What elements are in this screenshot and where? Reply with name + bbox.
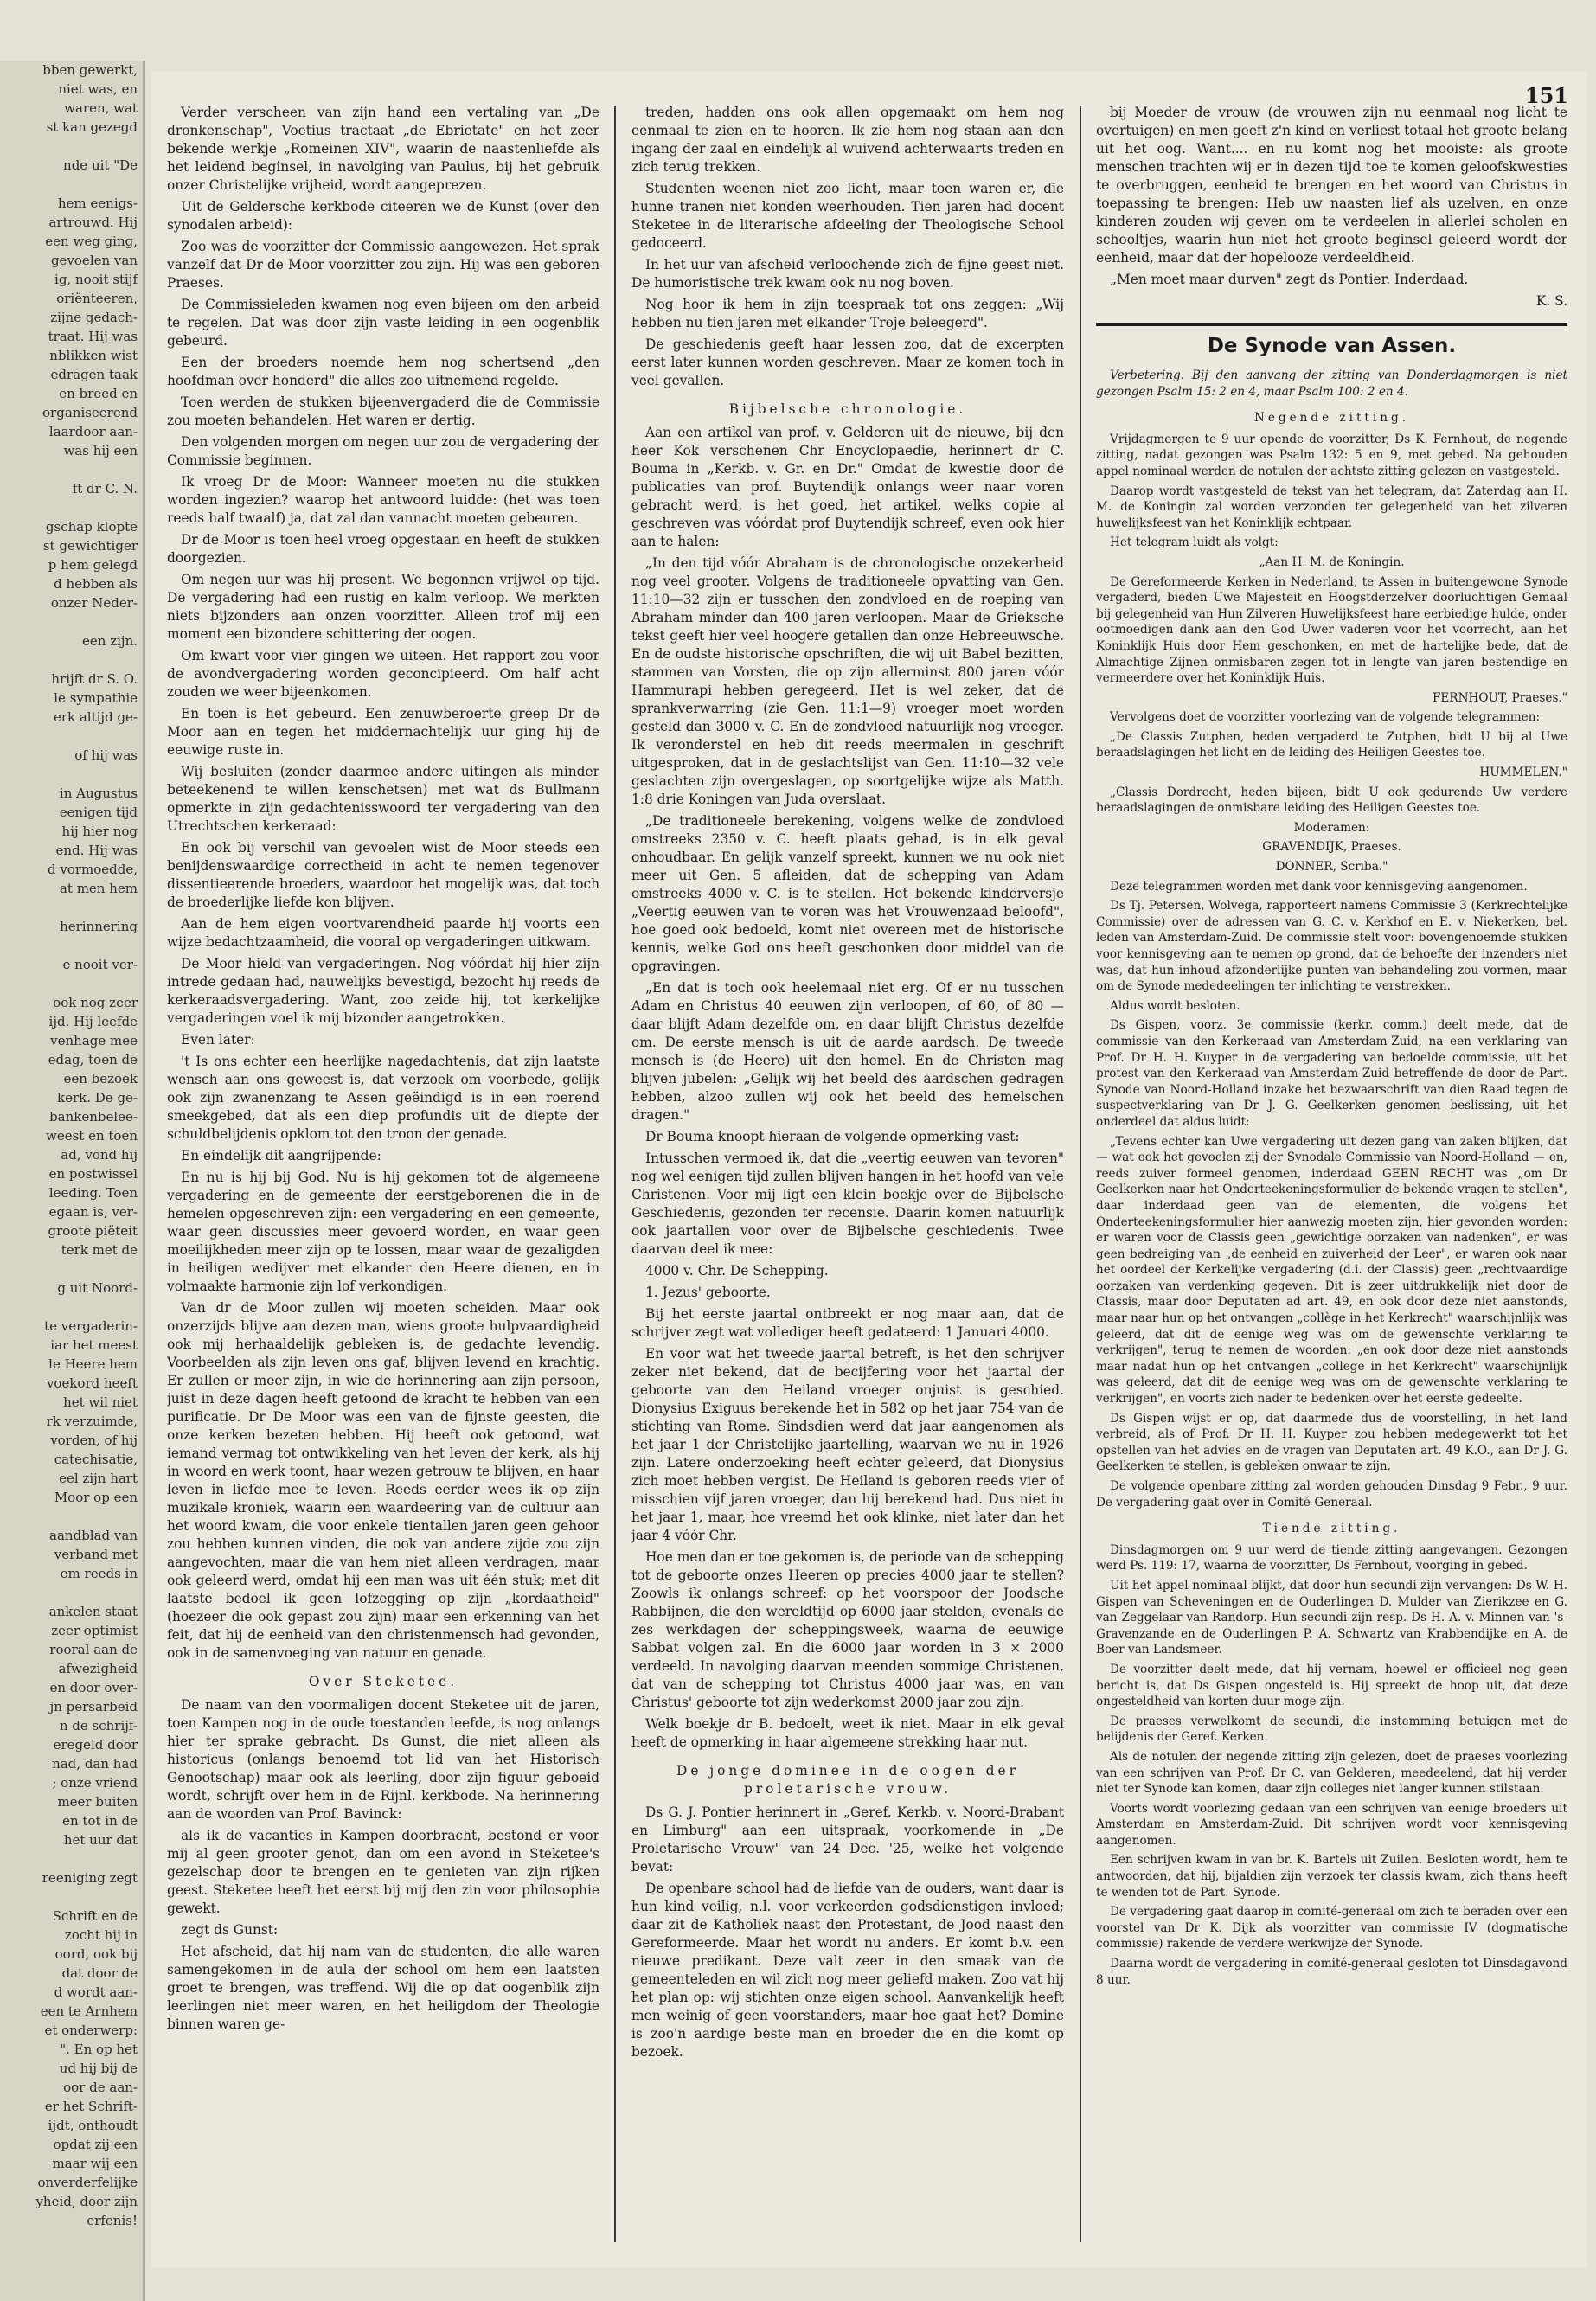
left-page-fragment: iar het meest	[50, 1337, 138, 1353]
left-page-fragment	[0, 727, 143, 746]
left-page-fragment: een weg ging,	[45, 234, 138, 249]
column-1	[167, 104, 599, 2249]
paragraph: De Moor hield van vergaderingen. Nog vóórdat hij hier zijn intrede gedaan had, nauwelijks bevestigd, bezocht hij reeds de kerkeraadsvergadering. Want, zoo zeide hij, tot kerkelijke vergaderingen voel ik mij bizonder aangetrokken.	[167, 956, 599, 1026]
paragraph: bij Moeder de vrouw (de vrouwen zijn nu eenmaal nog licht te overtuigen) en men geeft z'n kind en verliest totaal het groote belang uit het oog. Want.... en nu komt nog het mooiste: als groote menschen trachten wij er in dezen tijd toe te komen geloofskwesties te overbruggen, eenheid te brengen en het woord van Christus in toepassing te brengen: Heb uw naasten lief als uzelven, en onze kinderen zouden wij geven om te verdeelen in allerlei scholen en schooltjes, waarin hun niet het groote beginsel geleerd wordt der eenheid, maar dat der hopelooze verdeeldheid.	[1096, 105, 1567, 266]
newspaper-page	[151, 71, 1587, 2268]
left-page-fragment: het uur dat	[63, 1832, 138, 1848]
paragraph: De Gereformeerde Kerken in Nederland, te Assen in buitengewone Synode vergaderd, bieden Uwe Majesteit en Hoogstderzelver doorluchtigen Gemaal bij gelegenheid van Hun Zilveren Huwelijksfeest hare eerbiedige hulde, onder ootmoedigen dank aan den God Uwer vaderen voor het voorrecht, aan het Koninklijk Huis door Hem geschonken, en met de hartelijke bede, dat de Almachtige Zijnen onmisbaren zegen tot in lengte van jaren bestendige en vermeerdere over het Koninklijk Huis.	[1096, 574, 1567, 686]
paragraph: Een der broeders noemde hem nog schertsend „den hoofdman over honderd" die alles zoo uitnemend regelde.	[167, 355, 599, 388]
left-page-fragment: at men hem	[59, 881, 138, 896]
left-page-fragment	[0, 974, 143, 993]
left-page-fragment: leeding. Toen	[48, 1185, 138, 1201]
paragraph: zegt ds Gunst:	[181, 1922, 279, 1938]
left-page-fragment: ig, nooit stijf	[54, 272, 138, 287]
left-page-fragment: p hem gelegd	[48, 557, 138, 573]
left-page-fragment: groote piëteit	[48, 1223, 138, 1239]
paragraph: De geschiedenis geeft haar lessen zoo, dat de excerpten eerst later kunnen worden geschreven. Maar ze komen toch in veel gevallen.	[631, 336, 1064, 388]
paragraph: „Classis Dordrecht, heden bijeen, bidt U ook gedurende Uw verdere beraadslagingen de onmisbare leiding des Heiligen Geestes toe.	[1096, 785, 1567, 816]
paragraph: Een schrijven kwam in van br. K. Bartels uit Zuilen. Besloten wordt, hem te antwoorden, dat hij, bijaldien zijn verzoek ter classis kwam, zich thans heeft te wenden tot de Part. Synode.	[1096, 1853, 1567, 1900]
left-page-fragment	[0, 498, 143, 517]
left-page-fragment: venhage mee	[50, 1033, 138, 1048]
paragraph: Hoe men dan er toe gekomen is, de periode van de schepping tot de geboorte onzes Heeren op precies 4000 jaar te stellen? Zoowls ik onlangs schreef: op het voorspoor der Joodsche Rabbijnen, die den wereldtijd op 6000 jaar stelden, evenals de zes werkdagen der scheppingsweek, waarna de eeuwige Sabbat volgen zal. En die 6000 jaar worden in 3 × 2000 verdeeld. In navolging daarvan meenden sommige Christenen, dat van de schepping tot Christus 4000 jaar was, en van Christus' geboorte tot zijn wederkomst 2000 jaar zou zijn.	[631, 1549, 1064, 1710]
paragraph: „En dat is toch ook heelemaal niet erg. Of er nu tusschen Adam en Christus 40 eeuwen zijn verloopen, of 60, of 80 — daar blijft Adam dezelfde om, en daar blijft Christus dezelfde om. De eerste mensch is uit de aarde aardsch. De tweede mensch is (de Heere) uit den hemel. En de Christen mag blijven jubelen: „Gelijk wij het beeld des aardschen gedragen hebben, alzoo zullen wij ook het beeld des hemelschen dragen."	[631, 980, 1064, 1123]
section-heading: De jonge dominee in de oogen der proletarische vrouw.	[676, 1763, 1019, 1797]
left-page-fragment: gschap klopte	[45, 519, 138, 535]
left-page-fragment: een bezoek	[63, 1071, 138, 1086]
left-page-fragment: egaan is, ver-	[48, 1204, 138, 1220]
page-number: 151	[1524, 83, 1568, 108]
paragraph: Zoo was de voorzitter der Commissie aangewezen. Het sprak vanzelf dat Dr de Moor voorzitter zou zijn. Hij was een geboren Praeses.	[167, 239, 599, 291]
column-3	[1096, 104, 1567, 2249]
left-page-fragment: reeniging zegt	[42, 1870, 138, 1886]
paragraph: Ds Gispen, voorz. 3e commissie (kerkr. comm.) deelt mede, dat de commissie van den Kerkeraad van Amsterdam-Zuid, na een verklaring van Prof. Dr H. H. Kuyper in de vergadering van bedoelde commissie, uit het protest van den Kerkeraad van Amsterdam-Zuid betreffende de door de Part. Synode van Noord-Holland inzake het bezwaarschrift van dien Raad tegen de suspectverklaring van Dr J. G. Geelkerken genomen beslissing, uit het onderdeel dat aldus luidt:	[1096, 1018, 1567, 1129]
paragraph: In het uur van afscheid verloochende zich de fijne geest niet. De humoristische trek kwam ook nu nog boven.	[631, 257, 1064, 291]
paragraph: En voor wat het tweede jaartal betreft, is het den schrijver zeker niet bekend, dat de becijfering voor het jaartal der geboorte van den Heiland vroeger onjuist is geschied. Dionysius Exiguus berekende het in 582 op het jaar 754 van de stichting van Rome. Sindsdien werd dat jaar aangenomen als het jaar 1 der Christelijke jaartelling, waarvan we nu in 1926 zijn. Latere onderzoeking heeft echter geleerd, dat Dionysius zich moet hebben vergist. De Heiland is geboren reeds vier of misschien vijf jaren vroeger, dan hij berekend had. Dus niet in het jaar 1, maar, hoe vreemd het ook klinke, niet later dan het jaar 4 vóór Chr.	[631, 1346, 1064, 1543]
left-page-fragment: zocht hij in	[64, 1927, 138, 1943]
paragraph: De voorzitter deelt mede, dat hij vernam, hoewel er officieel nog geen bericht is, dat Ds Gispen ongesteld is. Hij spreekt de hoop uit, dat deze ongesteldheid van korten duur moge zijn.	[1096, 1662, 1567, 1709]
left-page-fragment: erk altijd ge-	[53, 709, 138, 725]
left-page-fragment: zijne gedach-	[50, 310, 138, 325]
left-page-fragment: ". En op het	[60, 2041, 138, 2057]
left-page-fragment: yheid, door zijn	[35, 2194, 138, 2209]
paragraph: Om negen uur was hij present. We begonnen vrijwel op tijd. De vergadering had een rustig en kalm verloop. We merkten niets bijzonders aan onzen voorzitter. Alleen trof mij een moment een bizondere schittering der oogen.	[167, 572, 599, 642]
left-page-fragment: g uit Noord-	[57, 1280, 138, 1296]
left-page-fragment: e nooit ver-	[62, 957, 138, 972]
left-page-fragment: le sympathie	[54, 690, 138, 706]
left-page-fragment: edragen taak	[50, 367, 138, 382]
telegram-address: „Aan H. M. de Koningin.	[1259, 554, 1405, 569]
left-page-fragment: een te Arnhem	[40, 2003, 138, 2019]
left-page-fragment: et onderwerp:	[44, 2022, 138, 2038]
paragraph: En nu is hij bij God. Nu is hij gekomen tot de algemeene vergadering en de gemeente der eerstgeborenen die in de hemelen opgeschreven zijn: een vergadering en een gemeente, waar geen discussies meer gevoerd worden, en waar geen moeilijkheden meer zijn op te lossen, maar waar de gezaligden in heiligen wedijver met elkander den Heere dienen, en in volmaakte harmonie zijn lof verkondigen.	[167, 1170, 599, 1294]
paragraph: Even later:	[181, 1032, 255, 1048]
left-page-fragment: d hebben als	[54, 576, 138, 592]
section-rule	[1096, 323, 1567, 326]
left-page-fragment: eregeld door	[53, 1737, 138, 1753]
left-page-fragment: en door over-	[49, 1680, 138, 1695]
left-page-fragment: ft dr C. N.	[72, 481, 138, 497]
left-page-fragment	[0, 1849, 143, 1868]
left-page-fragment: onverderfelijke	[37, 2175, 138, 2190]
left-page-fragment: catechisatie,	[54, 1452, 138, 1467]
left-page-fragment: onzer Neder-	[50, 595, 138, 611]
paragraph: Studenten weenen niet zoo licht, maar toen waren er, die hunne tranen niet konden weerhouden. Tien jaren had docent Steketee in de literarische afdeeling der Theologische School gedoceerd.	[631, 181, 1064, 251]
paragraph: Als de notulen der negende zitting zijn gelezen, doet de praeses voorlezing van een schrijven van Prof. Dr C. van Gelderen, meedeelend, dat hij verder niet ter Synode kan komen, daar zijn colleges niet langer kunnen stilstaan.	[1096, 1749, 1567, 1797]
paragraph: Intusschen vermoed ik, dat die „veertig eeuwen van tevoren" nog wel eenigen tijd zullen blijven hangen in het hoofd van vele Christenen. Voor mij ligt een klein boekje over de Bijbelsche Geschiedenis, gezonden ter recensie. Daarin komen natuurlijk ook jaartallen voor over de Bijbelsche geschiedenis. Twee daarvan deel ik mee:	[631, 1150, 1064, 1257]
left-page-fragment	[0, 1298, 143, 1317]
paragraph: als ik de vacanties in Kampen doorbracht, bestond er voor mij al geen grooter genot, dan om een avond in Steketee's gezelschap door te brengen en te genieten van zijn rijken geest. Steketee heeft het eerst bij mij den zin voor philosophie gewekt.	[167, 1828, 599, 1916]
left-page-fragment: hij hier nog	[61, 824, 138, 839]
left-page-fragment: em reeds in	[60, 1566, 138, 1581]
left-page-fragment: ijd. Hij leefde	[48, 1014, 138, 1029]
paragraph: Ik vroeg Dr de Moor: Wanneer moeten nu die stukken worden ingezien? waarop het antwoord luidde: (het was toen reeds half twaalf) ja, dat zal dan vannacht moeten gebeuren.	[167, 474, 599, 526]
left-page-fragment: en tot in de	[62, 1813, 138, 1829]
left-page-fragment: ook nog zeer	[53, 995, 138, 1010]
left-page-fragment: rooral aan de	[49, 1642, 138, 1657]
paragraph: De openbare school had de liefde van de ouders, want daar is hun kind veilig, n.l. voor verkeerden godsdienstigen invloed; daar zit de Katholiek naast den Protestant, de Jood naast den Gereformeerde. Maar het wordt nu anders. Er komt b.v. een nieuwe predikant. Deze valt zeer in den smaak van de gemeenteleden en wil zich nog meer geliefd maken. Zoo vat hij het plan op: wij stichten onze eigen school. Aanvankelijk heeft men weinig of geen voorstanders, maar hoe gaat het? Domine is zoo'n aardige beste man en broeder die en die komt op bezoek.	[631, 1881, 1064, 2060]
paragraph: De vergadering gaat daarop in comité-generaal om zich te beraden over een voorstel van Dr K. Dijk als voorzitter van commissie IV (dogmatische commissie) rakende de verdere werkwijze der Synode.	[1096, 1905, 1567, 1952]
paragraph: Uit de Geldersche kerkbode citeeren we de Kunst (over den synodalen arbeid):	[167, 199, 599, 233]
left-page-edge	[0, 61, 145, 2301]
left-page-fragment	[0, 612, 143, 631]
left-page-fragment: opdat zij een	[53, 2137, 138, 2152]
left-page-fragment: nad, dan had	[52, 1756, 138, 1772]
left-page-fragment: oriënteeren,	[56, 291, 138, 306]
paragraph: „De Classis Zutphen, heden vergaderd te Zutphen, bidt U bij al Uwe beraadslagingen het licht en de leiding des Heiligen Geestes toe.	[1096, 729, 1567, 760]
left-page-fragment: st kan gezegd	[46, 119, 138, 135]
left-page-fragment: hem eenigs-	[57, 195, 138, 211]
left-page-fragment	[0, 1583, 143, 1602]
paragraph: Het afscheid, dat hij nam van de studenten, die alle waren samengekomen in de aula der school om hem een laatsten groet te brengen, was treffend. Wij die op dat oogenblik zijn leerlingen niet meer waren, en het heiligdom der Theologie binnen waren ge-	[167, 1944, 599, 2032]
left-page-fragment: en breed en	[59, 386, 138, 401]
left-page-fragment: le Heere hem	[48, 1356, 138, 1372]
signature-line: DONNER, Scriba."	[1275, 860, 1388, 875]
left-page-fragment: ad, vond hij	[61, 1147, 138, 1163]
left-page-fragment: ankelen staat	[48, 1604, 138, 1619]
paragraph: Daarna wordt de vergadering in comité-generaal gesloten tot Dinsdagavond 8 uur.	[1096, 1957, 1567, 1987]
column-2	[631, 104, 1064, 2249]
left-page-fragment: weest en toen	[46, 1128, 138, 1144]
left-page-fragment: te vergaderin-	[44, 1318, 138, 1334]
left-page-fragment: oord, ook bij	[54, 1946, 138, 1962]
left-page-fragment: in Augustus	[59, 785, 138, 801]
paragraph: Uit het appel nominaal blijkt, dat door hun secundi zijn vervangen: Ds W. H. Gispen van Scheveningen en de Ouderlingen D. Mulder van Zierikzee en G. van Zeggelaar van Randorp. Hun secundi zijn resp. Ds H. A. v. Minnen van 's-Gravenzande en de Ouderlingen P. A. Schwartz van Krabbendijke en A. de Boer van Landsmeer.	[1096, 1578, 1567, 1657]
left-page-fragment: ijdt, onthoudt	[48, 2118, 138, 2133]
paragraph: Vervolgens doet de voorzitter voorlezing van de volgende telegrammen:	[1110, 710, 1541, 725]
left-page-fragment: laardoor aan-	[48, 424, 138, 439]
left-page-fragment: voekord heeft	[46, 1375, 138, 1391]
paragraph: Dinsdagmorgen om 9 uur werd de tiende zitting aangevangen. Gezongen werd Ps. 119: 17, waarna de voorzitter, Ds Fernhout, voorging in gebed.	[1096, 1542, 1567, 1574]
paragraph: En eindelijk dit aangrijpende:	[181, 1148, 381, 1163]
paragraph: En toen is het gebeurd. Een zenuwberoerte greep Dr de Moor aan en tegen het middernachtelijk uur ging hij de eeuwige ruste in.	[167, 706, 599, 758]
left-page-fragment: nde uit "De	[63, 157, 138, 173]
paragraph: Aan de hem eigen voortvarendheid paarde hij voorts een wijze bedachtzaamheid, die vooral op vergaderingen uitkwam.	[167, 916, 599, 950]
paragraph: Ds Tj. Petersen, Wolvega, rapporteert namens Commissie 3 (Kerkrechtelijke Commissie) over de adressen van G. C. v. Kerkhof en E. v. Niekerken, bel. leden van Amsterdam-Zuid. De commissie stelt voor: bovengenoemde stukken voor kennisgeving aan te nemen op grond, dat de behoefte der inzenders niet was, dat hun inhoud afzonderlijke punten van behandeling zou vormen, maar om de Synode mededeelingen ter inlichting te verstrekken.	[1096, 899, 1567, 994]
left-page-fragment: traat. Hij was	[48, 329, 138, 344]
paragraph: En ook bij verschil van gevoelen wist de Moor steeds een benijdenswaardige correctheid in acht te nemen tegenover dissentieerende broeders, waardoor het mogelijk was, dat toch de broederlijke liefde kon blijven.	[167, 840, 599, 910]
left-page-fragment: en postwissel	[48, 1166, 138, 1182]
paragraph: Dr de Moor is toen heel vroeg opgestaan en heeft de stukken doorgezien.	[167, 532, 599, 566]
paragraph: Dr Bouma knoopt hieraan de volgende opmerking vast:	[645, 1129, 1020, 1144]
paragraph: Daarop wordt vastgesteld de tekst van het telegram, dat Zaterdag aan H. M. de Koningin zal worden verzonden ter gelegenheid van het zilveren huwelijksfeest van het Koninklijk echtpaar.	[1096, 484, 1567, 530]
paragraph: Van dr de Moor zullen wij moeten scheiden. Maar ook onzerzijds blijve aan dezen man, wiens groote hulpvaardigheid ook mij herhaaldelijk gebleken is, de gedachte levendig. Voorbeelden als zijn leven ons gaf, blijven levend en krachtig. Er zullen er meer zijn, in wie de herinnering aan zijn persoon, juist in deze dagen heeft getoond de kracht te hebben van een purificatie. Dr De Moor was een van de fijnste geesten, die onze kerken bezeten hebben. Hij heeft ook getoond, wat iemand vermag tot ontwikkeling van het leven der kerk, als hij in woord en werk toont, haar wezen getrouw te blijven, en haar leven in liefde mee te leven. Reeds eerder wees ik op zijn muzikale kroniek, waarin een waardeering van de cultuur aan het woord kwam, die voor enkele tientallen jaren geen gehoor zou hebben kunnen vinden, die ook van andere zijde zou zijn aangevochten, maar die van hem niet alleen verdragen, maar ook geleerd werd, omdat hij een man was uit één stuk; met dit laatste bedoel ik geen lofzegging op zijn „kordaatheid" (hoezeer die ook gepast zou zijn) maar een erkenning van het feit, dat hij de eenheid van den christenmensch had gevonden, ook in de samenvoeging van natuur en genade.	[167, 1300, 599, 1661]
left-page-fragment: end. Hij was	[55, 843, 138, 858]
left-page-fragment: waren, wat	[64, 100, 138, 116]
left-page-fragment: zeer optimist	[51, 1623, 138, 1638]
left-page-fragment: hrijft dr S. O.	[51, 671, 138, 687]
paragraph: Welk boekje dr B. bedoelt, weet ik niet. Maar in elk geval heeft de opmerking in haar algemeene strekking haar nut.	[631, 1716, 1064, 1750]
left-page-fragment: of hij was	[74, 747, 138, 763]
left-page-fragment: terk met de	[61, 1242, 138, 1258]
left-page-fragment: bben gewerkt,	[42, 62, 138, 78]
left-page-fragment	[0, 936, 143, 955]
left-page-fragment: herinnering	[60, 919, 138, 934]
left-page-fragment: er het Schrift-	[44, 2099, 138, 2114]
article-title: De Synode van Assen.	[1207, 335, 1457, 357]
left-page-fragment: organiseerend	[42, 405, 138, 420]
paragraph: Bij het eerste jaartal ontbreekt er nog maar aan, dat de schrijver zegt wat vollediger heeft gedateerd: 1 Januari 4000.	[631, 1306, 1064, 1340]
left-page-fragment	[0, 1259, 143, 1279]
left-page-fragment: het wil niet	[63, 1394, 138, 1410]
left-page-fragment: artrouwd. Hij	[48, 215, 138, 230]
section-heading: Negende zitting.	[1253, 411, 1410, 426]
left-page-fragment	[0, 765, 143, 784]
paragraph: Ds G. J. Pontier herinnert in „Geref. Kerkb. v. Noord-Brabant en Limburg" aan een uitspraak, voorkomende in „De Proletarische Vrouw" van 24 Dec. '25, welke het volgende bevat:	[631, 1804, 1064, 1875]
left-page-fragment: dat door de	[61, 1965, 138, 1981]
left-page-fragment	[0, 651, 143, 670]
paragraph: 1. Jezus' geboorte.	[645, 1285, 771, 1300]
left-page-fragment: maar wij een	[52, 2156, 138, 2171]
paragraph: Nog hoor ik hem in zijn toespraak tot ons zeggen: „Wij hebben nu tien jaren met elkander Troje beleegerd".	[631, 297, 1064, 330]
left-page-fragment: edag, toen de	[48, 1052, 138, 1067]
paragraph: Voorts wordt voorlezing gedaan van een schrijven van eenige broeders uit Amsterdam en Amsterdam-Zuid. Dit schrijven wordt voor kennisgeving aangenomen.	[1096, 1801, 1567, 1848]
left-page-fragment	[0, 898, 143, 917]
left-page-fragment: afwezigheid	[58, 1661, 138, 1676]
left-page-fragment: jn persarbeid	[49, 1699, 138, 1715]
author-signature: K. S.	[1535, 293, 1567, 309]
left-page-fragment: st gewichtiger	[42, 538, 138, 554]
paragraph: „In den tijd vóór Abraham is de chronologische onzekerheid nog veel grooter. Volgens de traditioneele opvatting van Gen. 11:10—32 zijn er tusschen den zondvloed en de roeping van Abraham minder dan 400 jaren verloopen. Maar de Grieksche tekst geeft hier veel hoogere getallen dan onze Hebreeuwsche. En de oudste historische opschriften, die wij uit Babel bezitten, stammen van Vorsten, die op zijn allerminst 800 jaren vóór Hammurapi hebben geregeerd. Het is wel zeker, dat de sprankverwarring (zie Gen. 11:1—9) vroeger moet worden gesteld dan 3000 v. C. En de zondvloed natuurlijk nog vroeger. Ik veronderstel en heb dit reeds meermalen in geschrift uitgesproken, dat in de geslachtslijst van Gen. 11:10—32 vele geslachten zijn overgeslagen, op soortgelijke wijze als Matth. 1:8 drie Koningen van Juda overslaat.	[631, 555, 1064, 807]
paragraph: Om kwart voor vier gingen we uiteen. Het rapport zou voor de avondvergadering worden geconcipieerd. Om half acht zouden we weer bijeenkomen.	[167, 648, 599, 700]
paragraph: Aldus wordt besloten.	[1110, 998, 1240, 1013]
left-page-fragment: eel zijn hart	[59, 1471, 138, 1486]
left-page-fragment: aandblad van	[49, 1528, 138, 1543]
paragraph: Verder verscheen van zijn hand een vertaling van „De dronkenschap", Voetius tractaat „de Ebrietate" en het zeer bekende werkje „Romeinen XIV", waarin de naastenliefde als het leidend beginsel, in navolging van Paulus, bij het gebruik onzer Christelijke vrijheid, wordt aangeprezen.	[167, 105, 599, 193]
paragraph: 4000 v. Chr. De Schepping.	[645, 1263, 829, 1279]
section-heading: Bijbelsche chronologie.	[728, 401, 967, 417]
left-page-fragment: kerk. De ge-	[57, 1090, 138, 1106]
correction-note: Verbetering. Bij den aanvang der zitting van Donderdagmorgen is niet gezongen Psalm 15: 2 en 4, maar Psalm 100: 2 en 4.	[1096, 369, 1567, 399]
left-page-fragment: ud hij bij de	[59, 2061, 138, 2076]
left-page-fragment: vorden, of hij	[50, 1433, 138, 1448]
signature-line: Moderamen:	[1293, 820, 1370, 835]
paragraph: De praeses verwelkomt de secundi, die instemming betuigen met de belijdenis der Geref. Kerken.	[1096, 1714, 1567, 1745]
paragraph: Den volgenden morgen om negen uur zou de vergadering der Commissie beginnen.	[167, 434, 599, 468]
left-page-fragment: d vormoedde,	[47, 862, 138, 877]
column-divider	[614, 106, 616, 2242]
left-page-fragment: gevoelen van	[50, 253, 138, 268]
left-page-fragment: erfenis!	[87, 2213, 138, 2228]
left-page-fragment: rk verzuimde,	[46, 1413, 138, 1429]
left-page-fragment: ; onze vriend	[52, 1775, 138, 1791]
paragraph: „Tevens echter kan Uwe vergadering uit dezen gang van zaken blijken, dat — wat ook het gevoelen zij der Synodale Commissie van Noord-Holland — en, reeds zuiver formeel genomen, inderdaad GEEN RECHT was „om Dr Geelkerken naar het Onderteekeningsformulier de bekende vragen te stellen", daar inderdaad geen van de elementen, die volgens het Onderteekeningsformulier hier aanwezig moeten zijn, hier gevonden worden: er waren voor de Classis geen „gewichtige oorzaken van nadenken", er was geen bedreiging van „de eenheid en zuiverheid der Leer", er waren ook naar het oordeel der Kerkelijke vergadering (d.i. der Classis) geen „rechtvaardige oorzaken van verdenking gegeven. Dit is zeer uitdrukkelijk niet door de Classis, maar door Deputaten ad art. 49, en ook door deze niet aanstonds, maar naar hun op het ontvangen „collège in het Kerkrecht" waarschijnlijk was geleerd, dat dit de eenige weg was om de gewenschte verklaring te verkrijgen", terug te nemen de woorden: „en ook door deze niet aanstonds maar nadat hun op het ontvangen „college in het Kerkrecht" waarschijnlijk was geleerd, dat dit de eenige weg was om de gewenschte verklaring te verkrijgen", en voorts zich nader te bedenken over het eerste gedeelte.	[1096, 1134, 1567, 1407]
paragraph: Deze telegrammen worden met dank voor kennisgeving aangenomen.	[1110, 879, 1528, 894]
left-page-fragment	[0, 460, 143, 479]
signature: FERNHOUT, Praeses."	[1432, 690, 1567, 705]
column-divider	[1080, 106, 1081, 2242]
left-page-fragment	[0, 175, 143, 194]
paragraph: Het telegram luidt als volgt:	[1110, 535, 1279, 550]
left-page-fragment: n de schrijf-	[59, 1718, 138, 1734]
left-page-fragment: eenigen tijd	[59, 804, 138, 820]
left-page-fragment: verband met	[54, 1547, 138, 1562]
left-page-fragment	[0, 1507, 143, 1526]
paragraph: De volgende openbare zitting zal worden gehouden Dinsdag 9 Febr., 9 uur. De vergadering gaat over in Comité-Generaal.	[1096, 1479, 1567, 1509]
left-page-fragment	[0, 137, 143, 156]
paragraph: treden, hadden ons ook allen opgemaakt om hem nog eenmaal te zien en te hooren. Ik zie hem nog staan aan den ingang der zaal en eindelijk al wuivend achterwaarts treden en zich terug trekken.	[631, 105, 1064, 175]
paragraph: Vrijdagmorgen te 9 uur opende de voorzitter, Ds K. Fernhout, de negende zitting, nadat gezongen was Psalm 132: 5 en 9, met gebed. Na gehouden appel nominaal werden de notulen der achtste zitting gelezen en vastgesteld.	[1096, 432, 1567, 478]
left-page-fragment: nblikken wist	[49, 348, 138, 363]
left-page-fragment: niet was, en	[58, 81, 138, 97]
left-page-fragment: een zijn.	[82, 633, 138, 649]
left-page-fragment: d wordt aan-	[54, 1984, 138, 2000]
section-heading: Tiende zitting.	[1262, 1522, 1401, 1536]
left-page-fragment: was hij een	[63, 443, 138, 458]
signature-line: GRAVENDIJK, Praeses.	[1262, 840, 1401, 855]
paragraph: Aan een artikel van prof. v. Gelderen uit de nieuwe, bij den heer Kok verschenen Chr Encyclopaedie, herinnert dr C. Bouma in „Kerkb. v. Gr. en Dr." Omdat de kwestie door de publicaties van prof. Buytendijk onlangs weer naar voren gebracht werd, is het goed, het artikel, welks copie al geschreven was vóórdat prof Buytendijk schreef, even ook hier aan te halen:	[631, 425, 1064, 549]
paragraph: „Men moet maar durven" zegt ds Pontier. Inderdaad.	[1110, 272, 1469, 287]
left-page-fragment: bankenbelee-	[49, 1109, 138, 1125]
left-page-fragment: Schrift en de	[52, 1908, 138, 1924]
paragraph: De naam van den voormaligen docent Steketee uit de jaren, toen Kampen nog in de oude toestanden leefde, is nog onlangs hier ter sprake gebracht. Ds Gunst, die niet alleen als historicus (onlangs benoemd tot lid van het Historisch Genootschap) maar ook als leerling, door zijn figuur geboeid wordt, schrijft over hem in de Rijnl. kerkbode. Na herinnering aan de woorden van Prof. Bavinck:	[167, 1697, 599, 1822]
section-heading: Over Steketee.	[308, 1674, 458, 1689]
signature: HUMMELEN."	[1479, 766, 1567, 780]
paragraph: Toen werden de stukken bijeenvergaderd die de Commissie zou moeten behandelen. Het waren er dertig.	[167, 394, 599, 428]
paragraph: 't Is ons echter een heerlijke nagedachtenis, dat zijn laatste wensch aan ons geweest is, dat verzoek om voorbede, gelijk ook zijn zwanenzang te Assen geëindigd is in een roerend smeekgebed, dat als een diep profundis uit de diepte der schuldbelijdenis opklom tot den troon der genade.	[167, 1054, 599, 1142]
paragraph: Wij besluiten (zonder daarmee andere uitingen als minder beteekenend te willen kenschetsen) met wat ds Bullmann opmerkte in zijn gedachtenisswoord ter vergadering van den Utrechtschen kerkeraad:	[167, 764, 599, 834]
paragraph: „De traditioneele berekening, volgens welke de zondvloed omstreeks 2350 v. C. heeft plaats gehad, is in elk geval onhoudbaar. En gelijk vanzelf spreekt, kunnen we nu ook niet meer uit Gen. 5 afleiden, dat de schepping van Adam omstreeks 4000 v. C. is te stellen. Het bekende kinderversje „Veertig eeuwen van te voren was het Vrouwenzaad beloofd", hoe goed ook bedoeld, komt niet overeen met de historische kennis, welke God ons heeft geschonken door middel van de opgravingen.	[631, 813, 1064, 974]
paragraph: Ds Gispen wijst er op, dat daarmede dus de voorstelling, in het land verbreid, als of Prof. Dr H. H. Kuyper zou hebben medegewerkt tot het opstellen van het advies en de vragen van Deputaten art. 49 K.O., aan Dr J. G. Geelkerken te stellen, is gebleken onwaar te zijn.	[1096, 1411, 1567, 1474]
left-page-fragment	[0, 1888, 143, 1907]
left-page-fragment: meer buiten	[57, 1794, 138, 1810]
left-page-fragment: oor de aan-	[63, 2080, 138, 2095]
left-page-fragment: Moor op een	[54, 1490, 138, 1505]
paragraph: De Commissieleden kwamen nog even bijeen om den arbeid te regelen. Dat was door zijn vaste leiding in een oogenblik gebeurd.	[167, 297, 599, 349]
